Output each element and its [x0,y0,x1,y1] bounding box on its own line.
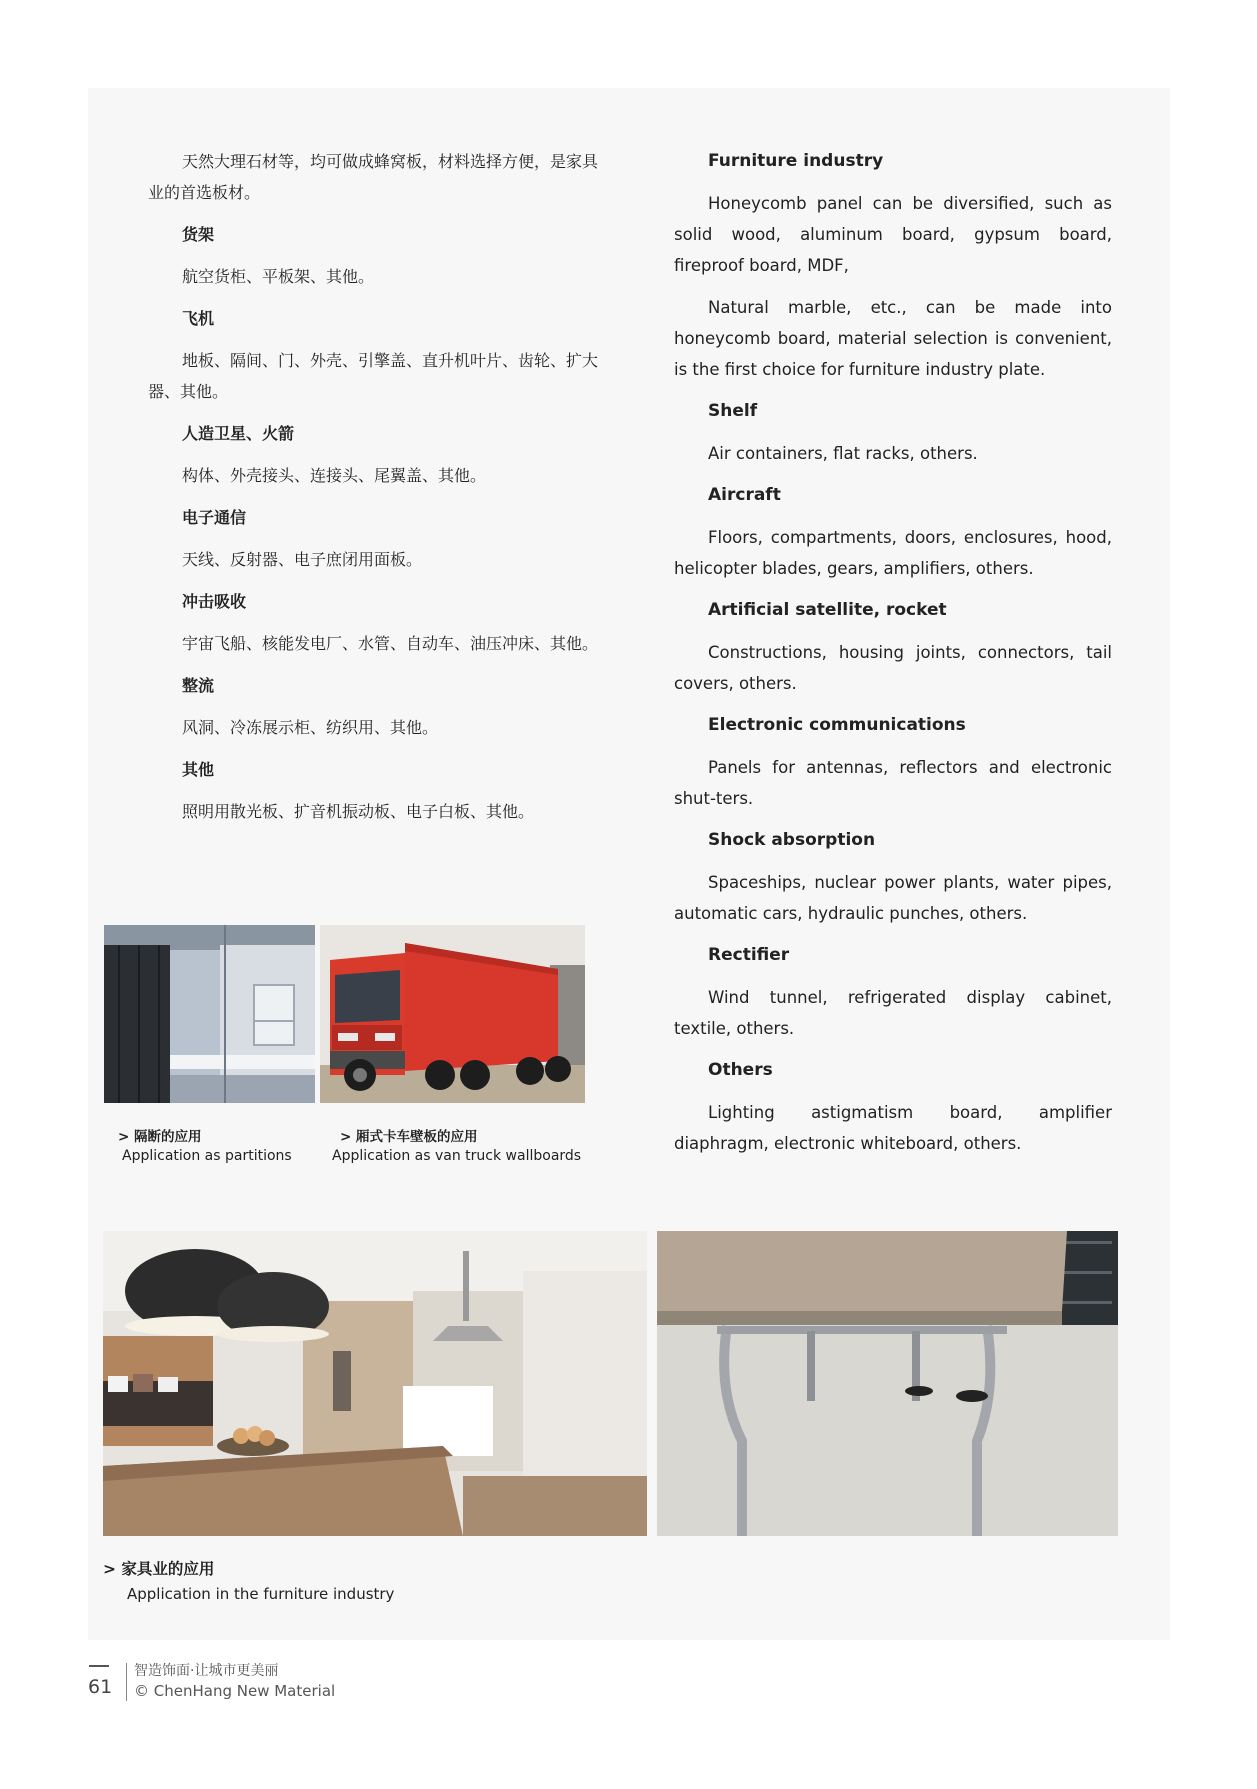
cn-heading: 货架 [182,225,215,244]
cn-paragraph: 天线、反射器、电子庶闭用面板。 [182,550,423,569]
cn-paragraph: 照明用散光板、扩音机振动板、电子白板、其他。 [182,802,535,821]
partition-photo [104,925,315,1103]
en-paragraph: Lighting astigmatism board, amplifier diaphragm, electronic whiteboard, others. [674,1103,1112,1153]
en-heading: Aircraft [708,485,781,505]
furniture-caption [103,1557,394,1607]
partition-caption [118,1128,292,1166]
en-heading: Artificial satellite, rocket [708,600,947,620]
en-heading: Rectifier [708,945,790,965]
cn-paragraph: 地板、隔间、门、外壳、引擎盖、直升机叶片、齿轮、扩大器、其他。 [148,351,599,401]
cn-heading: 电子通信 [182,508,247,527]
footer-slogan: 智造饰面·让城市更美丽 [134,1663,279,1679]
cn-heading: 人造卫星、火箭 [182,424,295,443]
partition-caption-cn: > 隔断的应用 [118,1129,202,1145]
en-heading: Shelf [708,401,758,421]
truck-photo [320,925,585,1103]
truck-caption [332,1128,582,1166]
furniture-caption-cn: > 家具业的应用 [103,1560,215,1578]
cn-heading: 飞机 [182,309,215,328]
honeycomb-table-photo [657,1231,1118,1536]
en-paragraph: Wind tunnel, refrigerated display cabinet, textile, others. [674,988,1112,1038]
en-heading: Shock absorption [708,830,876,850]
page-number: 61 [88,1676,113,1698]
en-heading: Furniture industry [708,151,884,171]
cn-paragraph: 构体、外壳接头、连接头、尾翼盖、其他。 [182,466,487,485]
truck-caption-en: Application as van truck wallboards [332,1148,582,1164]
en-heading: Others [708,1060,773,1080]
footer-dash [89,1665,109,1667]
cn-heading: 整流 [182,676,215,695]
cn-paragraph: 天然大理石材等，均可做成蜂窝板，材料选择方便，是家具业的首选板材。 [148,152,599,202]
en-paragraph: Honeycomb panel can be diversified, such as solid wood, aluminum board, gypsum board, fireproof board, MDF, [674,194,1112,275]
cn-heading: 其他 [182,760,215,779]
partition-caption-en: Application as partitions [122,1148,292,1164]
cn-paragraph: 航空货柜、平板架、其他。 [182,267,375,286]
en-paragraph: Air containers, flat racks, others. [708,444,978,463]
cn-heading: 冲击吸收 [182,592,247,611]
cn-paragraph: 风洞、冷冻展示柜、纺织用、其他。 [182,718,439,737]
en-paragraph: Spaceships, nuclear power plants, water pipes, automatic cars, hydraulic punches, others. [674,873,1112,923]
en-paragraph: Natural marble, etc., can be made into honeycomb board, material selection is convenient, is the first choice for furniture industry plate. [674,298,1112,379]
english-text-column [674,146,1112,1170]
footer-copyright: © ChenHang New Material [134,1682,336,1700]
en-paragraph: Floors, compartments, doors, enclosures, hood, helicopter blades, gears, amplifiers, others. [674,528,1112,578]
kitchen-dining-photo [103,1231,647,1536]
cn-paragraph: 宇宙飞船、核能发电厂、水管、自动车、油压冲床、其他。 [182,634,599,653]
truck-caption-cn: > 厢式卡车壁板的应用 [340,1129,478,1145]
footer-separator [126,1663,127,1701]
en-paragraph: Panels for antennas, reflectors and electronic shut-ters. [674,758,1112,808]
chinese-text-column [148,146,598,838]
furniture-caption-en: Application in the furniture industry [127,1585,395,1603]
en-heading: Electronic communications [708,715,966,735]
en-paragraph: Constructions, housing joints, connectors, tail covers, others. [674,643,1112,693]
